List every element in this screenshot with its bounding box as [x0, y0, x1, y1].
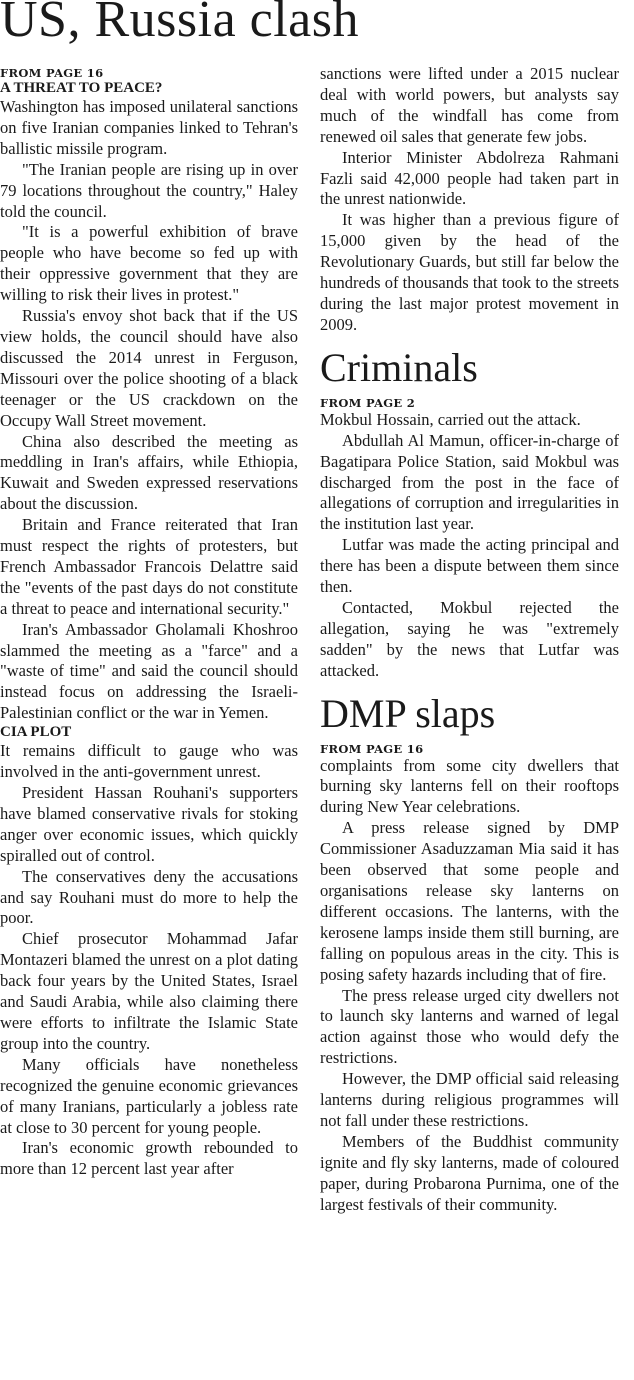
subhead-cia-plot: CIA PLOT	[0, 724, 72, 741]
paragraph: The conservatives deny the accusations and say Rouhani must do more to help the poor.	[0, 866, 298, 928]
dateline: FROM PAGE 2	[320, 395, 416, 410]
dateline: FROM PAGE 16	[320, 741, 424, 756]
paragraph: Russia's envoy shot back that if the US view holds, the council should have also discussed the 2014 unrest in Ferguson, Missouri over the police shooting of a black teenager or the US crackdown on the Occupy Wall Street movement.	[0, 306, 298, 430]
paragraph: President Hassan Rouhani's supporters have blamed conservative rivals for stoking anger over economic issues, which quickly spiralled out of control.	[0, 783, 298, 865]
paragraph: Iran's Ambassador Gholamali Khoshroo slammed the meeting as a "farce" and a "waste of time" and said the council should instead focus on addressing the Israeli-Palestinian conflict or the war in Yemen.	[0, 619, 298, 723]
paragraph: "The Iranian people are rising up in over 79 locations throughout the country," Haley told the council.	[0, 159, 298, 221]
paragraph: Interior Minister Abdolreza Rahmani Fazli said 42,000 people had taken part in the unrest nationwide.	[320, 147, 619, 209]
dateline: FROM PAGE 16	[0, 66, 104, 80]
paragraph: Iran's economic growth rebounded to more than 12 percent last year after	[0, 1138, 298, 1179]
paragraph: It was higher than a previous figure of 15,000 given by the head of the Revolutionary Guards, but still far below the hundreds of thousands that took to the streets during the last major protest movement in 2009.	[320, 210, 619, 334]
paragraph: "It is a powerful exhibition of brave people who have become so fed up with their oppressive government that they are willing to risk their lives in protest."	[0, 222, 298, 305]
paragraph: sanctions were lifted under a 2015 nuclear deal with world powers, but analysts say much of the windfall has come from renewed oil sales that generate few jobs.	[320, 64, 619, 146]
paragraph: Lutfar was made the acting principal and there has been a dispute between them since then.	[320, 535, 619, 597]
subhead-threat-to-peace: A THREAT TO PEACE?	[0, 80, 163, 96]
paragraph: However, the DMP official said releasing lanterns during religious programmes will not fall under these restrictions.	[320, 1069, 619, 1130]
paragraph: Contacted, Mokbul rejected the allegation, saying he was "extremely sadden" by the news that Lutfar was attacked.	[320, 597, 619, 680]
paragraph: A press release signed by DMP Commissioner Asaduzzaman Mia said it has been observed that some people and organisations release sky lanterns on different occasions. The lanterns, with the kerosene lamps inside them still burning, are falling on populous areas in the city. This is posing safety hazards including that of fire.	[320, 818, 619, 984]
paragraph: Mokbul Hossain, carried out the attack.	[320, 409, 581, 429]
paragraph: The press release urged city dwellers not to launch sky lanterns and warned of legal action against those who would defy the restrictions.	[320, 985, 619, 1068]
paragraph: Washington has imposed unilateral sanctions on five Iranian companies linked to Tehran's ballistic missile program.	[0, 97, 298, 158]
paragraph: Members of the Buddhist community ignite and fly sky lanterns, made of coloured paper, during Probarona Purnima, one of the largest festivals of their community.	[320, 1131, 619, 1214]
paragraph: Chief prosecutor Mohammad Jafar Montazeri blamed the unrest on a plot dating back four years by the United States, Israel and Saudi Arabia, while also claiming there were efforts to infiltrate the Islamic State group into the country.	[0, 929, 298, 1053]
main-headline: US, Russia clash	[0, 0, 359, 48]
paragraph: Britain and France reiterated that Iran must respect the rights of protesters, but French Ambassador Francois Delattre said the "events of the past days do not constitute a threat to peace and international security."	[0, 515, 298, 618]
paragraph: It remains difficult to gauge who was involved in the anti-government unrest.	[0, 741, 298, 782]
dmp-slaps-headline: DMP slaps	[320, 690, 496, 736]
criminals-headline: Criminals	[320, 344, 478, 390]
left-column	[0, 64, 298, 1180]
paragraph: complaints from some city dwellers that burning sky lanterns fell on their rooftops during New Year celebrations.	[320, 755, 619, 817]
right-column	[320, 64, 619, 1216]
paragraph: Many officials have nonetheless recognized the genuine economic grievances of many Iranians, particularly a jobless rate at close to 30 percent for young people.	[0, 1054, 298, 1137]
paragraph: China also described the meeting as meddling in Iran's affairs, while Ethiopia, Kuwait and Sweden expressed reservations about the discussion.	[0, 431, 298, 514]
paragraph: Abdullah Al Mamun, officer-in-charge of Bagatipara Police Station, said Mokbul was discharged from the post in the face of allegations of corruption and irregularities in the institution last year.	[320, 430, 619, 534]
